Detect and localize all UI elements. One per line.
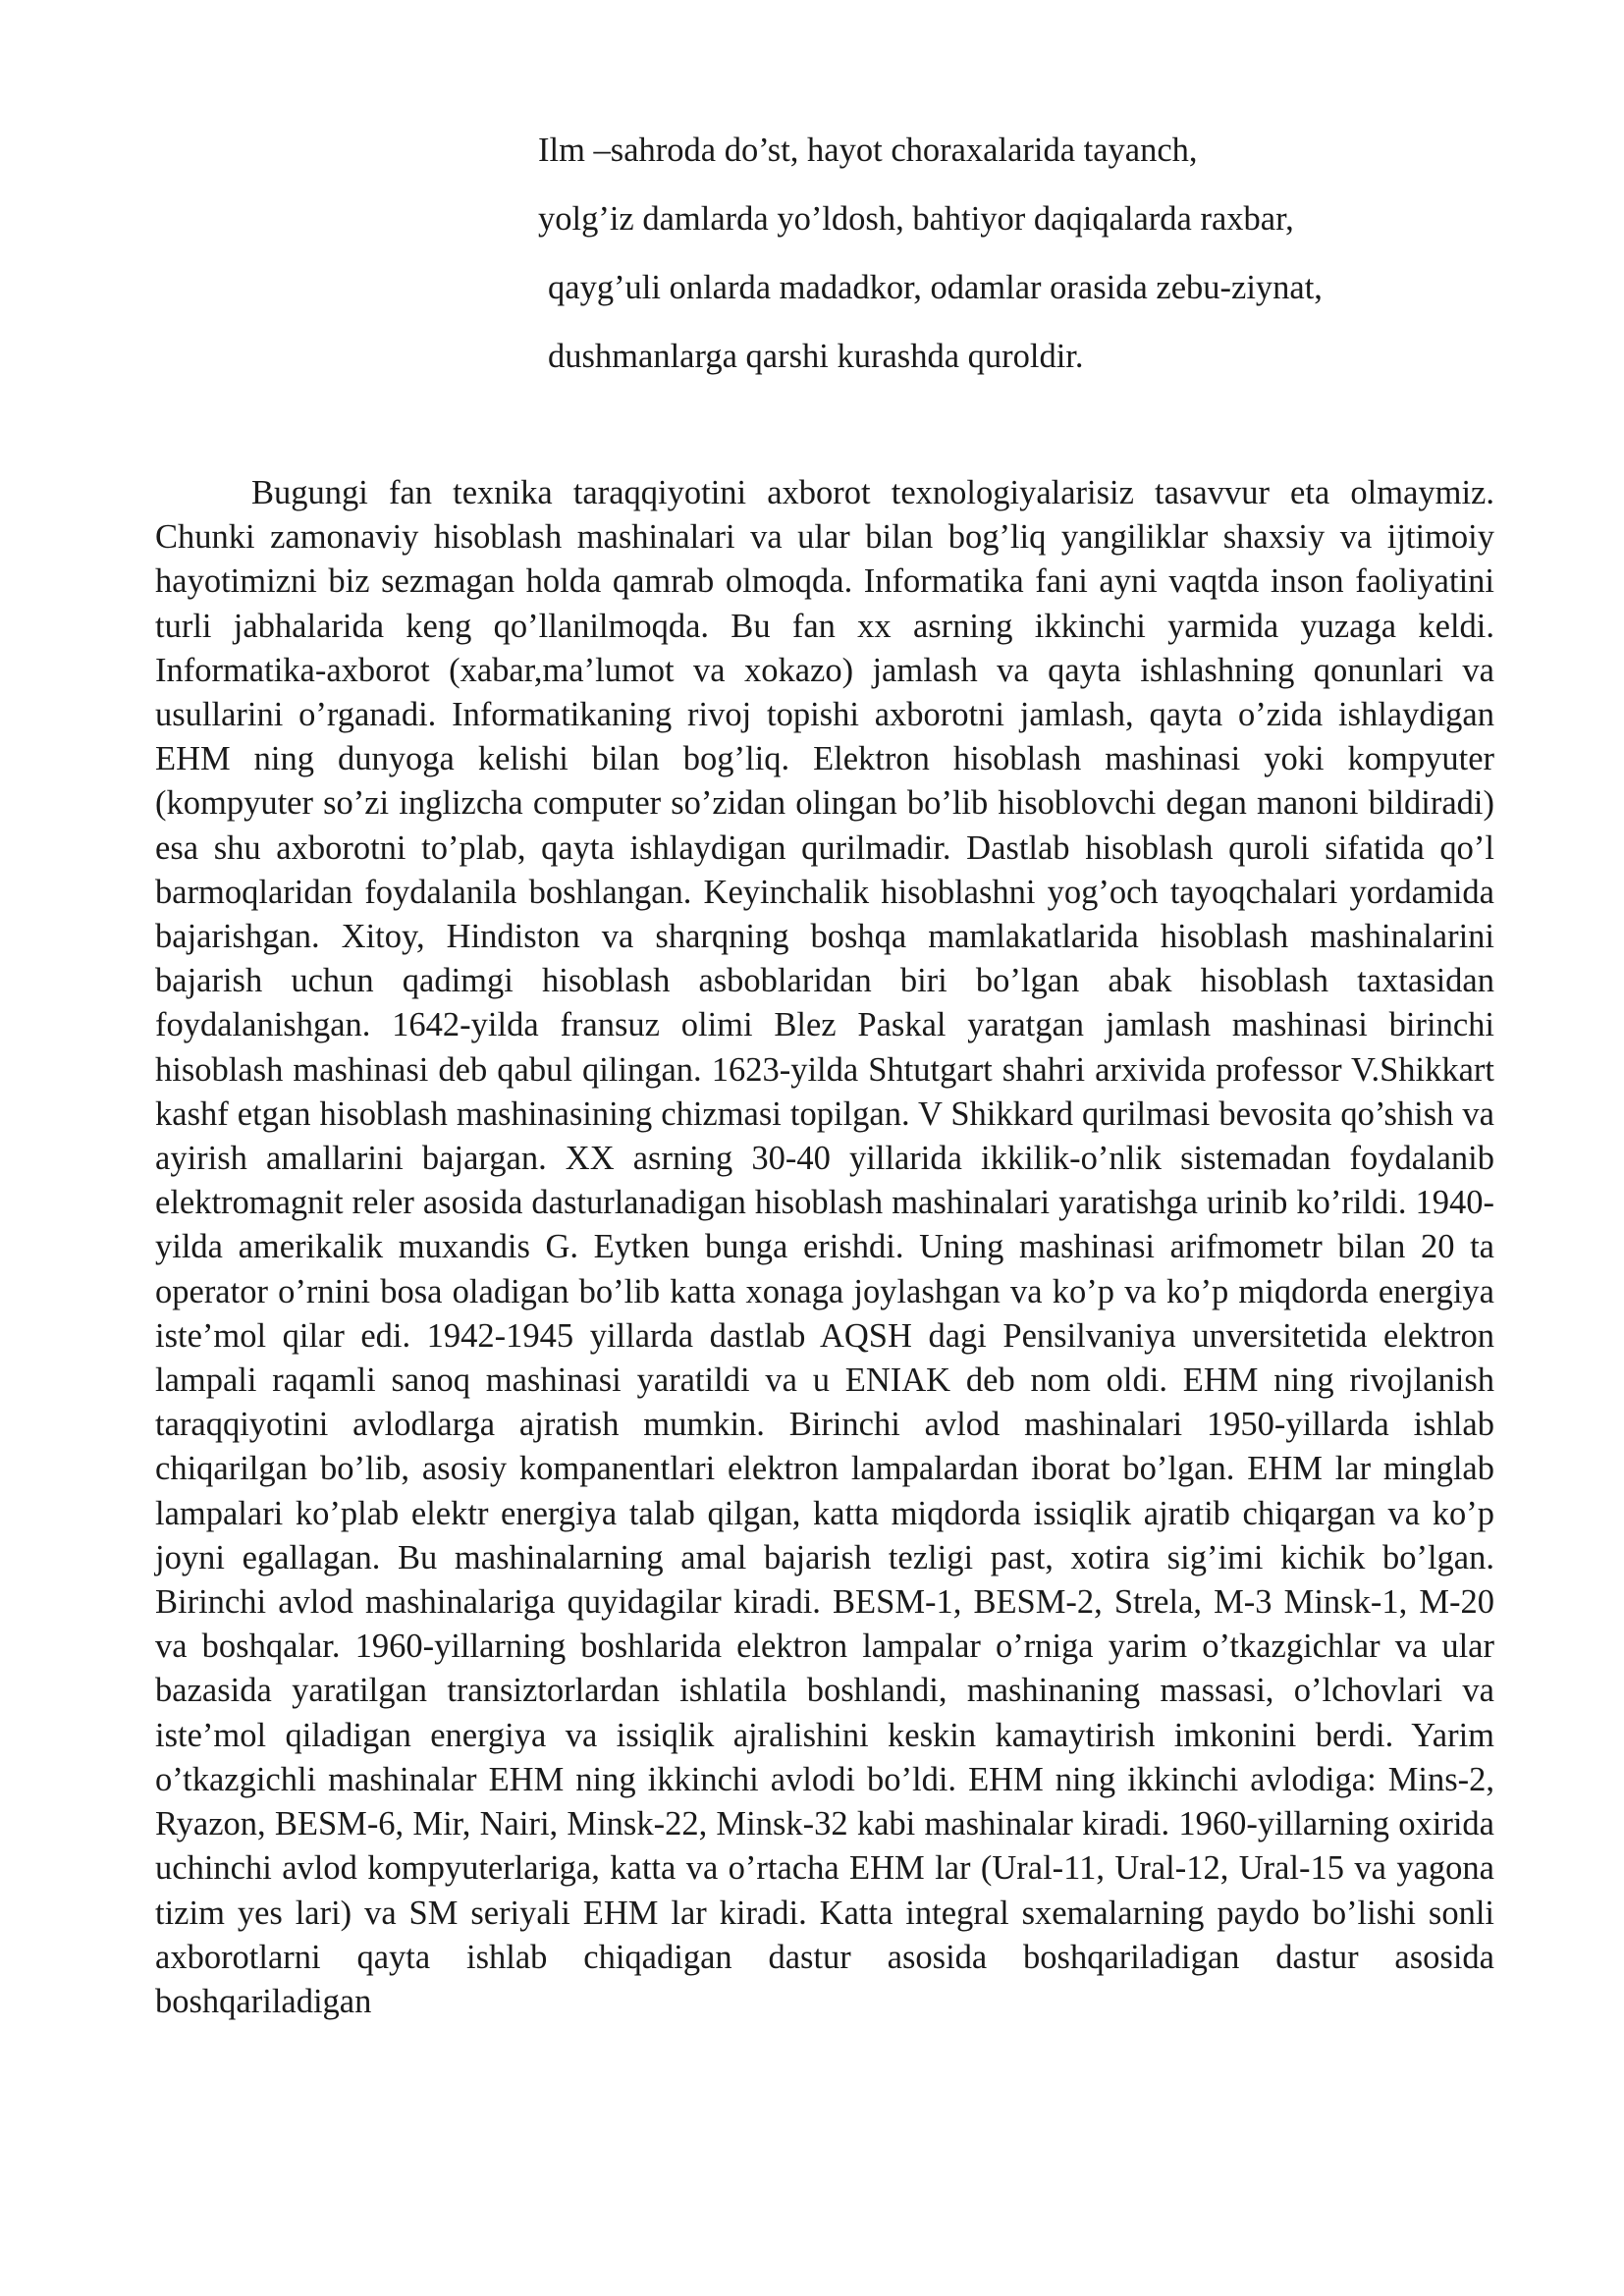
epigraph-line-3: qayg’uli onlarda madadkor, odamlar orasida zebu-ziynat,	[548, 269, 1323, 306]
body-paragraph: Bugungi fan texnika taraqqiyotini axborot texnologiyalarisiz tasavvur eta olmaymiz. Chunki zamonaviy hisoblash mashinalari va ular bilan bog’liq yangiliklar shaxsiy va ijtimoiy hayotimizni biz sezmagan holda qamrab olmoqda. Informatika fani ayni vaqtda inson faoliyatini turli jabhalarida keng qo’llanilmoqda. Bu fan xx asrning ikkinchi yarmida yuzaga keldi. Informatika-axborot (xabar,ma’lumot va xokazo) jamlash va qayta ishlashning qonunlari va usullarini o’rganadi. Informatikaning rivoj topishi axborotni jamlash, qayta o’zida ishlaydigan EHM ning dunyoga kelishi bilan bog’liq. Elektron hisoblash mashinasi yoki kompyuter (kompyuter so’zi inglizcha computer so’zidan olingan bo’lib hisoblovchi degan manoni bildiradi) esa shu axborotni to’plab, qayta ishlaydigan qurilmadir. Dastlab hisoblash quroli sifatida qo’l barmoqlaridan foydalanila boshlangan. Keyinchalik hisoblashni yog’och tayoqchalari yordamida bajarishgan. Xitoy, Hindiston va sharqning boshqa mamlakatlarida hisoblash mashinalarini bajarish uchun qadimgi hisoblash asboblaridan biri bo’lgan abak hisoblash taxtasidan foydalanishgan. 1642-yilda fransuz olimi Blez Paskal yaratgan jamlash mashinasi birinchi hisoblash mashinasi deb qabul qilingan. 1623-yilda Shtutgart shahri arxivida professor V.Shikkart kashf etgan hisoblash mashinasining chizmasi topilgan. V Shikkard qurilmasi bevosita qo’shish va ayirish amallarini bajargan. XX asrning 30-40 yillarida ikkilik-o’nlik sistemadan foydalanib elektromagnit reler asosida dasturlanadigan hisoblash mashinalari yaratishga urinib ko’rildi. 1940-yilda amerikalik muxandis G. Eytken bunga erishdi. Uning mashinasi arifmometr bilan 20 ta operator o’rnini bosa oladigan bo’lib katta xonaga joylashgan va ko’p va ko’p miqdorda energiya iste’mol qilar edi. 1942-1945 yillarda dastlab AQSH dagi Pensilvaniya unversitetida elektron lampali raqamli sanoq mashinasi yaratildi va u ENIAK deb nom oldi. EHM ning rivojlanish taraqqiyotini avlodlarga ajratish mumkin. Birinchi avlod mashinalari 1950-yillarda ishlab chiqarilgan bo’lib, asosiy kompanentlari elektron lampalardan iborat bo’lgan. EHM lar minglab lampalari ko’plab elektr energiya talab qilgan, katta miqdorda issiqlik ajratib chiqargan va ko’p joyni egallagan. Bu mashinalarning amal bajarish tezligi past, xotira sig’imi kichik bo’lgan. Birinchi avlod mashinalariga quyidagilar kiradi. BESM-1, BESM-2, Strela, M-3 Minsk-1, M-20 va boshqalar. 1960-yillarning boshlarida elektron lampalar o’rniga yarim o’tkazgichlar va ular bazasida yaratilgan transiztorlardan ishlatila boshlandi, mashinaning massasi, o’lchovlari va iste’mol qiladigan energiya va issiqlik ajralishini keskin kamaytirish imkonini berdi. Yarim o’tkazgichli mashinalar EHM ning ikkinchi avlodi bo’ldi. EHM ning ikkinchi avlodiga: Mins-2, Ryazon, BESM-6, Mir, Nairi, Minsk-22, Minsk-32 kabi mashinalar kiradi. 1960-yillarning oxirida uchinchi avlod kompyuterlariga, katta va o’rtacha EHM lar (Ural-11, Ural-12, Ural-15 va yagona tizim yes lari) va SM seriyali EHM lar kiradi. Katta integral sxemalarning paydo bo’lishi sonli axborotlarni qayta ishlab chiqadigan dastur asosida boshqariladigan dastur asosida boshqariladigan	[155, 474, 1494, 2020]
epigraph	[538, 116, 1500, 391]
epigraph-line-4: dushmanlarga qarshi kurashda quroldir.	[548, 338, 1084, 375]
epigraph-line-2: yolg’iz damlarda yo’ldosh, bahtiyor daqiqalarda raxbar,	[538, 200, 1294, 238]
epigraph-line-1: Ilm –sahroda do’st, hayot choraxalarida tayanch,	[538, 132, 1198, 169]
